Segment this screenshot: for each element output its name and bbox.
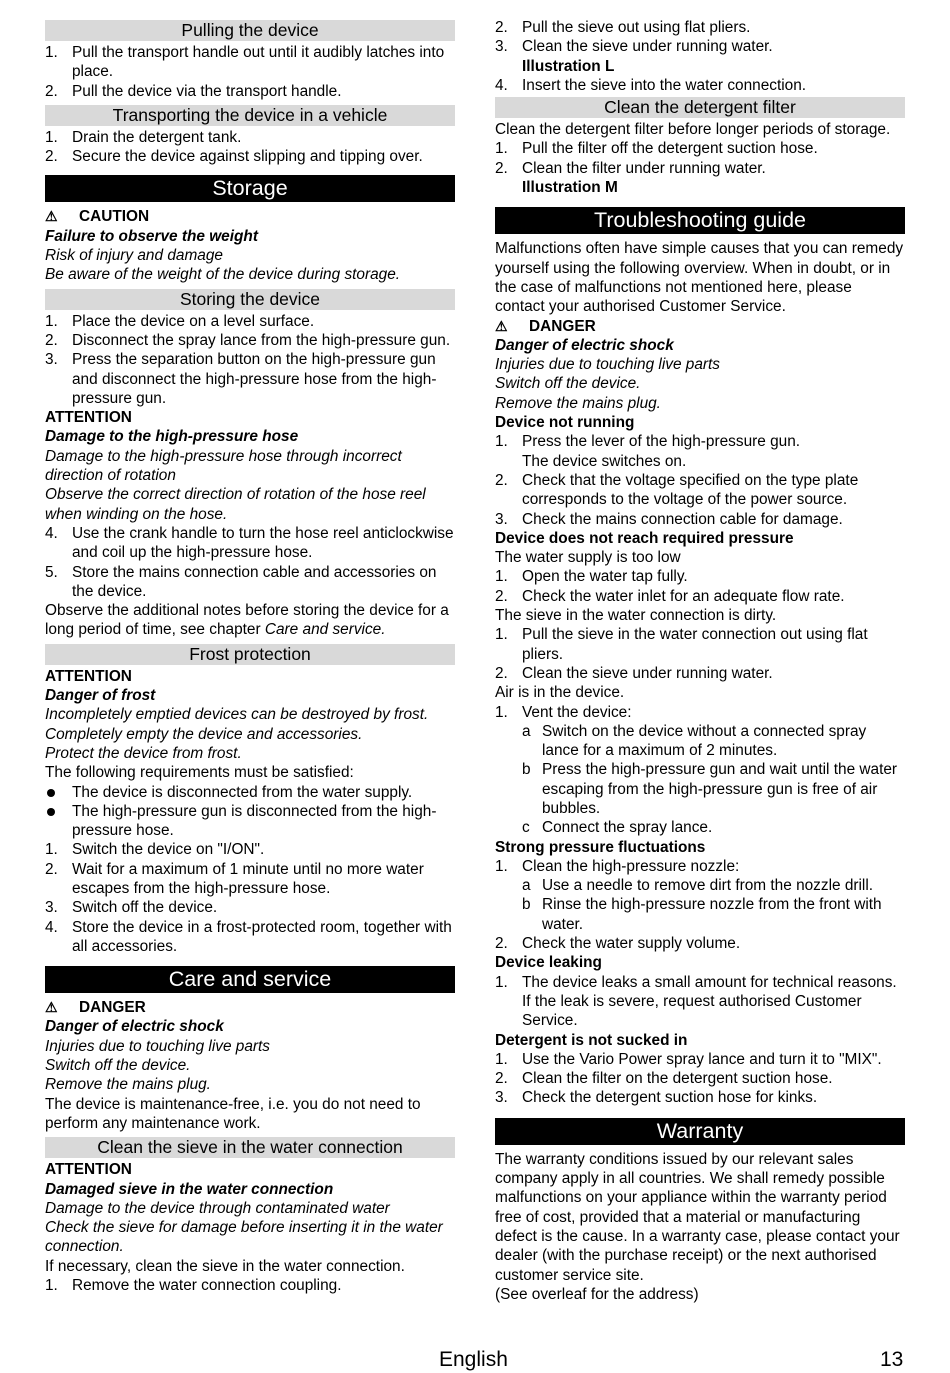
list-text: [72, 1276, 455, 1295]
list-text: [522, 1088, 905, 1107]
list-item: [45, 350, 455, 408]
sub-list-item: [495, 876, 905, 895]
attention-line: Incompletely emptied devices can be destroyed by frost.: [45, 706, 429, 724]
list-text: [72, 147, 455, 166]
list-text: [522, 37, 905, 76]
list-text-content: Store the mains connection cable and accessories on the device.: [72, 563, 437, 600]
storing-note: Observe the additional notes before storing the device for a long period of time, see chapter Care and service.: [45, 602, 449, 639]
list-item: [45, 1276, 455, 1295]
list-number: 1.: [495, 857, 508, 875]
list-text: [72, 898, 455, 917]
danger-line: Switch off the device.: [45, 1057, 191, 1075]
list-item: [45, 563, 455, 602]
list-text-content: Clean the high-pressure nozzle:: [522, 857, 740, 875]
list-text-content: Wait for a maximum of 1 minute until no more water escapes from the high-pressure hose.: [72, 860, 424, 897]
list-text-content: Remove the water connection coupling.: [72, 1277, 342, 1295]
sub-list-text: Switch on the device without a connected spray lance for a maximum of 2 minutes.: [542, 722, 867, 760]
list-text: [522, 1069, 905, 1088]
list-text-content: Check the detergent suction hose for kinks.: [522, 1089, 818, 1107]
heading-sieve: Clean the sieve in the water connection: [45, 1137, 455, 1158]
caution-label: ⚠ CAUTION: [45, 208, 150, 226]
sub-list-text: Rinse the high-pressure nozzle from the front with water.: [542, 896, 882, 933]
warning-triangle-icon: ⚠: [495, 317, 508, 334]
list-not-running: [495, 432, 905, 528]
sub-list-letter: a: [522, 877, 531, 895]
caution-title: Failure to observe the weight: [45, 227, 258, 245]
attention-label: ATTENTION: [45, 1161, 132, 1179]
bullet-dot-icon: [47, 789, 55, 797]
fault-title: Device leaking: [495, 954, 602, 972]
attention-line: Completely empty the device and accessories.: [45, 725, 363, 743]
attention-line: Observe the correct direction of rotation of the hose reel when winding on the hose.: [45, 486, 426, 523]
sub-list-text: Use a needle to remove dirt from the nozzle drill.: [542, 877, 874, 895]
fault-title: Device does not reach required pressure: [495, 529, 794, 547]
list-item: [495, 664, 905, 683]
list-text-content: Vent the device:: [522, 703, 632, 721]
danger-title: Danger of electric shock: [495, 336, 674, 354]
illustration-ref: Illustration M: [522, 179, 618, 197]
list-item: [495, 934, 905, 953]
list-text-content: Clean the filter under running water.: [522, 159, 766, 177]
sub-list-item: [495, 818, 905, 837]
list-text-content: Pull the sieve out using flat pliers.: [522, 19, 751, 36]
right-column: [495, 18, 905, 1304]
list-text: [72, 82, 455, 101]
list-number: 1.: [495, 973, 508, 991]
list-text: [522, 973, 905, 1031]
list-text: [522, 1050, 905, 1069]
list-text: [72, 918, 455, 957]
danger-line: Injuries due to touching live parts: [495, 356, 721, 374]
list-text-content: Clean the sieve under running water.: [522, 38, 773, 56]
list-text-content: Secure the device against slipping and tipping over.: [72, 148, 423, 166]
list-number: 1.: [45, 1277, 58, 1295]
heading-detergent-filter: Clean the detergent filter: [495, 97, 905, 118]
sub-list-letter: c: [522, 819, 530, 837]
list-item: [495, 973, 905, 1031]
list-text: [72, 524, 455, 563]
list-text: [522, 857, 905, 876]
footer-language: English: [439, 1348, 508, 1371]
sub-list-letter: a: [522, 722, 531, 740]
sub-list-item: [495, 895, 905, 934]
list-transport: [45, 128, 455, 167]
list-text: [522, 159, 905, 198]
list-text-content: Check the mains connection cable for damage.: [522, 510, 843, 528]
list-item: [495, 857, 905, 876]
list-text-content: Disconnect the spray lance from the high-pressure gun.: [72, 331, 451, 349]
list-number: 2.: [495, 935, 508, 953]
list-item: [495, 159, 905, 198]
list-text: [522, 567, 905, 586]
list-number: 2.: [45, 331, 58, 349]
attention-title: Damaged sieve in the water connection: [45, 1180, 334, 1198]
bullet-item: [45, 802, 455, 841]
warranty-note: (See overleaf for the address): [495, 1285, 699, 1303]
list-text: [72, 840, 455, 859]
list-pressure-1: [495, 567, 905, 606]
bullet-dot-icon: [47, 808, 55, 816]
heading-warranty: Warranty: [495, 1118, 905, 1145]
fault-cause: Air is in the device.: [495, 684, 625, 702]
attention-label: ATTENTION: [45, 409, 132, 427]
danger-label: ⚠ DANGER: [495, 317, 596, 335]
left-column: [45, 18, 455, 1295]
danger-line: Remove the mains plug.: [45, 1076, 211, 1094]
requirements-intro: The following requirements must be satisfied:: [45, 764, 354, 782]
list-number: 1.: [45, 128, 58, 146]
list-item: [45, 331, 455, 350]
list-text-content: Check that the voltage specified on the type plate corresponds to the voltage of the power source.: [522, 471, 859, 509]
list-item: [495, 625, 905, 664]
list-item: [45, 860, 455, 899]
list-text-content: Check the water supply volume.: [522, 935, 741, 953]
list-text-content: Insert the sieve into the water connection.: [522, 76, 807, 94]
warranty-text: The warranty conditions issued by our relevant sales company apply in all countries. We shall remedy possible malfunctions on your appliance within the warranty period free of cost, provided that a material or manufacturing defect is the cause. In a warranty case, please contact your dealer (with the purchase receipt) or the next authorised customer service site.: [495, 1150, 900, 1284]
attention-line: Check the sieve for damage before inserting it in the water connection.: [45, 1219, 443, 1256]
bullet-marker: [45, 802, 72, 841]
list-pressure-2: [495, 625, 905, 683]
list-item: [45, 82, 455, 101]
list-number: 3.: [45, 899, 58, 917]
attention-line: Protect the device from frost.: [45, 744, 242, 762]
list-text: [72, 860, 455, 899]
list-item: [45, 840, 455, 859]
list-text: [72, 350, 455, 408]
list-text-content: Press the separation button on the high-pressure gun and disconnect the high-pressure hose from the high-pressure gun.: [72, 351, 437, 407]
sub-list-letter: b: [522, 896, 531, 914]
list-text: [522, 625, 905, 664]
illustration-ref: Illustration L: [522, 57, 615, 75]
list-text-content: Switch the device on "I/ON".: [72, 841, 265, 859]
list-item: [495, 37, 905, 76]
list-text-content: Pull the filter off the detergent suction hose.: [522, 140, 818, 158]
list-sieve-cont: [495, 18, 905, 95]
list-storing-b: [45, 524, 455, 601]
danger-title: Danger of electric shock: [45, 1018, 224, 1036]
list-sieve: [45, 1276, 455, 1295]
list-text: [522, 139, 905, 158]
list-number: 1.: [45, 44, 58, 61]
list-item: [45, 312, 455, 331]
list-text-content: Check the water inlet for an adequate flow rate.: [522, 587, 845, 605]
list-text: [522, 76, 905, 95]
list-number: 3.: [45, 351, 58, 369]
list-number: 1.: [495, 1050, 508, 1068]
list-number: 3.: [495, 1089, 508, 1107]
list-leaking: [495, 973, 905, 1031]
list-text-content: Use the Vario Power spray lance and turn it to "MIX".: [522, 1050, 882, 1068]
list-subline: The device switches on.: [522, 452, 687, 470]
list-text: [72, 43, 455, 82]
sub-list-item: [495, 760, 905, 818]
list-item: [45, 128, 455, 147]
list-text: [522, 664, 905, 683]
bullet-text: The device is disconnected from the water supply.: [72, 783, 413, 801]
heading-care: Care and service: [45, 966, 455, 993]
list-text: [72, 331, 455, 350]
attention-title: Danger of frost: [45, 687, 156, 705]
list-storing-a: [45, 312, 455, 408]
list-text-content: Press the lever of the high-pressure gun.: [522, 433, 801, 451]
sublist-fluct: [495, 876, 905, 934]
list-text-content: Place the device on a level surface.: [72, 312, 315, 330]
detergent-filter-text: Clean the detergent filter before longer periods of storage.: [495, 121, 891, 139]
fault-title: Strong pressure fluctuations: [495, 838, 706, 856]
danger-line: Injuries due to touching live parts: [45, 1037, 271, 1055]
list-number: 3.: [495, 510, 508, 528]
bullet-marker: [45, 783, 72, 802]
list-number: 4.: [495, 76, 508, 94]
sub-list-item: [495, 722, 905, 761]
list-fluct-2: [495, 934, 905, 953]
list-pressure-3: [495, 703, 905, 722]
heading-pulling: Pulling the device: [45, 20, 455, 41]
list-text: [522, 934, 905, 953]
danger-line: Remove the mains plug.: [495, 394, 661, 412]
list-text-content: The device leaks a small amount for technical reasons. If the leak is severe, request authorised Customer Service.: [522, 973, 897, 1030]
list-number: 2.: [495, 471, 508, 489]
list-item: [495, 1050, 905, 1069]
list-item: [45, 898, 455, 917]
attention-title: Damage to the high-pressure hose: [45, 428, 299, 446]
list-item: [495, 567, 905, 586]
list-text-content: Switch off the device.: [72, 899, 218, 917]
fault-cause: The water supply is too low: [495, 549, 681, 567]
list-number: 2.: [495, 664, 508, 682]
list-detergent: [495, 1050, 905, 1108]
list-item: [495, 471, 905, 510]
fault-title: Detergent is not sucked in: [495, 1031, 688, 1049]
heading-storing: Storing the device: [45, 289, 455, 310]
list-number: 2.: [45, 148, 58, 166]
sub-list-letter: b: [522, 761, 531, 779]
list-number: 4.: [45, 918, 58, 936]
list-text-content: Pull the sieve in the water connection out using flat pliers.: [522, 626, 868, 663]
list-item: [495, 1088, 905, 1107]
care-text: The device is maintenance-free, i.e. you do not need to perform any maintenance work.: [45, 1095, 421, 1132]
list-number: 2.: [495, 1070, 508, 1088]
danger-label: ⚠ DANGER: [45, 999, 146, 1017]
list-number: 1.: [495, 568, 508, 586]
list-text-content: Pull the device via the transport handle.: [72, 82, 342, 100]
caution-line: Be aware of the weight of the device during storage.: [45, 266, 401, 284]
list-number: 1.: [495, 703, 508, 721]
trouble-intro: Malfunctions often have simple causes that you can remedy yourself using the following overview. When in doubt, or in the case of malfunctions not mentioned here, please contact your authorised Customer Service.: [495, 240, 904, 316]
list-text-content: Drain the detergent tank.: [72, 128, 242, 146]
list-number: 5.: [45, 563, 58, 581]
list-frost-bullets: [45, 783, 455, 841]
sublist-pressure-3: [495, 722, 905, 838]
list-number: 2.: [495, 19, 508, 36]
list-text-content: Pull the transport handle out until it audibly latches into place.: [72, 44, 445, 81]
fault-title: Device not running: [495, 414, 635, 432]
list-number: 2.: [45, 860, 58, 878]
list-item: [495, 1069, 905, 1088]
bullet-item: [45, 783, 455, 802]
list-text: [522, 432, 905, 471]
list-item: [495, 703, 905, 722]
list-number: 1.: [495, 140, 508, 158]
list-item: [45, 918, 455, 957]
danger-line: Switch off the device.: [495, 375, 641, 393]
heading-frost: Frost protection: [45, 644, 455, 665]
list-item: [45, 524, 455, 563]
list-item: [45, 43, 455, 82]
list-item: [495, 76, 905, 95]
list-number: 1.: [495, 626, 508, 644]
list-number: 2.: [45, 82, 58, 100]
list-detergent-filter: [495, 139, 905, 197]
list-text: [522, 18, 905, 37]
list-number: 1.: [45, 312, 58, 330]
list-number: 1.: [45, 841, 58, 859]
sieve-text: If necessary, clean the sieve in the water connection.: [45, 1257, 405, 1275]
list-number: 3.: [495, 38, 508, 56]
list-number: 2.: [495, 159, 508, 177]
list-frost: [45, 840, 455, 956]
list-text: [522, 471, 905, 510]
warning-triangle-icon: ⚠: [45, 208, 58, 225]
list-fluct-1: [495, 857, 905, 876]
warning-triangle-icon: ⚠: [45, 999, 58, 1016]
list-text: [72, 563, 455, 602]
heading-storage: Storage: [45, 175, 455, 202]
list-number: 2.: [495, 587, 508, 605]
list-text-content: Clean the filter on the detergent suction hose.: [522, 1070, 833, 1088]
list-item: [495, 587, 905, 606]
heading-transport: Transporting the device in a vehicle: [45, 105, 455, 126]
list-item: [45, 147, 455, 166]
list-text: [522, 703, 905, 722]
sub-list-text: Connect the spray lance.: [542, 819, 713, 837]
bullet-text: The high-pressure gun is disconnected from the high-pressure hose.: [72, 802, 437, 840]
sub-list-text: Press the high-pressure gun and wait until the water escaping from the high-pressure gun is free of air bubbles.: [542, 761, 898, 817]
list-pulling: [45, 43, 455, 101]
list-number: 4.: [45, 524, 58, 542]
heading-troubleshooting: Troubleshooting guide: [495, 207, 905, 234]
list-item: [495, 510, 905, 529]
list-item: [495, 139, 905, 158]
list-text-content: Use the crank handle to turn the hose reel anticlockwise and coil up the high-pressure hose.: [72, 524, 454, 562]
list-text: [522, 510, 905, 529]
attention-label: ATTENTION: [45, 667, 132, 685]
list-item: [495, 18, 905, 37]
list-text: [522, 587, 905, 606]
list-text-content: Clean the sieve under running water.: [522, 664, 773, 682]
list-text: [72, 128, 455, 147]
list-number: 1.: [495, 433, 508, 451]
attention-line: Damage to the high-pressure hose through incorrect direction of rotation: [45, 447, 402, 485]
caution-line: Risk of injury and damage: [45, 247, 223, 265]
list-text-content: Store the device in a frost-protected room, together with all accessories.: [72, 918, 452, 955]
fault-cause: The sieve in the water connection is dirty.: [495, 607, 777, 625]
list-text-content: Open the water tap fully.: [522, 568, 688, 586]
page-number: 13: [880, 1348, 904, 1371]
attention-line: Damage to the device through contaminated water: [45, 1199, 390, 1217]
list-item: [495, 432, 905, 471]
list-text: [72, 312, 455, 331]
